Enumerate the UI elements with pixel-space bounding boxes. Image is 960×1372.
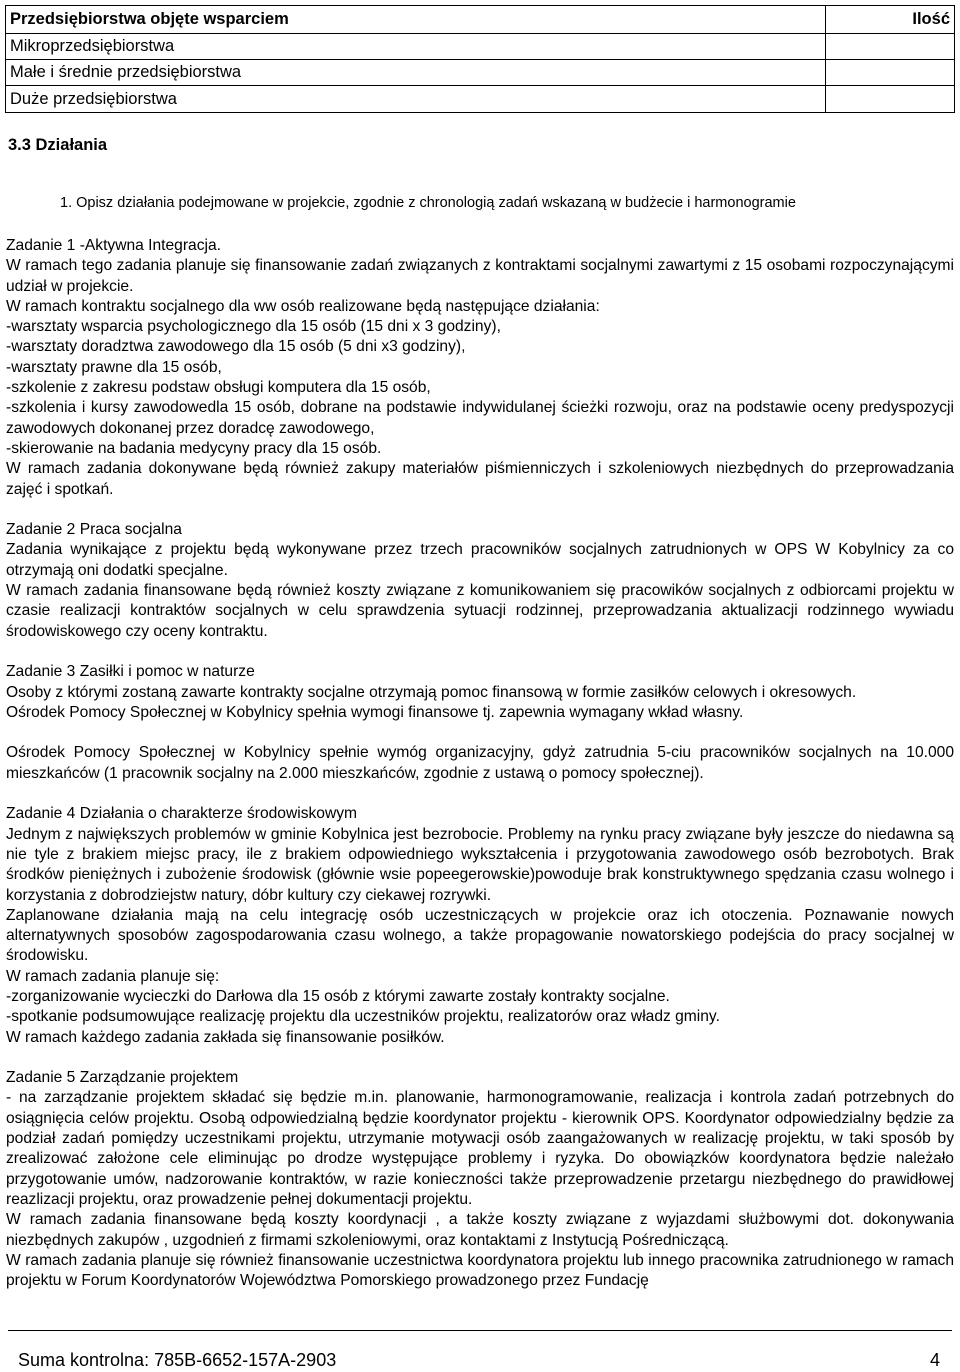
table-row <box>6 60 955 86</box>
paragraph: Zadanie 5 Zarządzanie projektem <box>6 1069 239 1087</box>
paragraph: -szkolenie z zakresu podstaw obsługi komputera dla 15 osób, <box>6 379 431 397</box>
page-footer <box>0 1330 960 1372</box>
paragraph: Ośrodek Pomocy Społecznej w Kobylnicy spełnia wymogi finansowe tj. zapewnia wymagany wkład własny. <box>6 703 744 721</box>
table-row-quantity <box>826 34 955 60</box>
paragraph: Zadanie 2 Praca socjalna <box>6 521 182 539</box>
paragraph-gap <box>6 723 954 743</box>
paragraph-gap <box>6 642 954 662</box>
paragraph: Jednym z największych problemów w gminie Kobylnica jest bezrobocie. Problemy na rynku pracy związane były jeszcze do niedawna są nie tyle z brakiem miejsc pracy, ile z brakiem odpowiedniego wykształcenia i przygotowania zawodowego osób bezrobotych. Brak środków pieniężnych i zubożenie środowisk (głównie wsie popeegerowskie)powoduje brak konstruktywnego spędzania czasu wolnego i korzystania z dobrodziejstw natury, dóbr kultury czy ciekawej rozrywki. <box>6 825 954 904</box>
paragraph: Osoby z którymi zostaną zawarte kontrakty socjalne otrzymają pomoc finansową w formie zasiłków celowych i okresowych. <box>6 683 857 701</box>
paragraph: -warsztaty doradztwa zawodowego dla 15 osób (5 dni x3 godziny), <box>6 338 466 356</box>
table-header-row <box>6 6 955 34</box>
paragraph-gap <box>6 784 954 804</box>
enterprise-support-table <box>5 5 955 113</box>
question-text: 1. Opisz działania podejmowane w projekcie, zgodnie z chronologią zadań wskazaną w budżecie i harmonogramie <box>60 195 796 211</box>
paragraph: W ramach kontraktu socjalnego dla ww osób realizowane będą następujące działania: <box>6 297 600 315</box>
paragraph: W ramach zadania planuje się: <box>6 967 220 985</box>
paragraph: W ramach każdego zadania zakłada się finansowanie posiłków. <box>6 1028 445 1046</box>
paragraph: W ramach zadania finansowane będą koszty koordynacji , a także koszty związane z wyjazdami służbowymi dot. dokonywania niezbędnych zakupów , uzgodnień z firmami szkoleniowymi, oraz kontaktami z Instytucją Pośredniczącą. <box>6 1211 954 1249</box>
table-header-quantity: Ilość <box>826 6 955 34</box>
table-row-quantity <box>826 60 955 86</box>
paragraph: -spotkanie podsumowujące realizację projektu dla uczestników projektu, realizatorów oraz władz gminy. <box>6 1008 720 1026</box>
paragraph: Zadanie 3 Zasiłki i pomoc w naturze <box>6 663 255 681</box>
table-row-quantity <box>826 86 955 113</box>
table-row <box>6 86 955 113</box>
table-row <box>6 34 955 60</box>
paragraph: W ramach zadania finansowane będą również koszty związane z komunikowaniem się pracowików socjalnych z odbiorcami projektu w czasie realizacji kontraktów socjalnych w celu sprawdzenia sytuacji rodzinnej, przeprowadzania aktualizacji rodzinnego wywiadu środowiskowego czy oceny kontraktu. <box>6 582 954 640</box>
paragraph: W ramach tego zadania planuje się finansowanie zadań związanych z kontraktami socjalnymi zawartymi z 15 osobami rozpoczynającymi udział w projekcie. <box>6 257 954 295</box>
body-text <box>6 236 954 1291</box>
paragraph-gap <box>6 500 954 520</box>
paragraph: - na zarządzanie projektem składać się będzie m.in. planowanie, harmonogramowanie, realizacja i kontrola zadań potrzebnych do osiągnięcia celów projektu. Osobą odpowiedzialną będzie koordynator projektu - kierownik OPS. Koordynator odpowiedzialny będzie za podział zadań pomiędzy uczestnikami projektu, utrzymanie motywacji osób zaangażowanych w realizację projektu, w taki sposób by zrealizować założone cele eliminując po drodze występujące problemy i ryzyka. Do obowiązków koordynatora będzie należało przygotowanie umów, nadzorowanie kontraktów, w razie konieczności także przeprowadzenie przetargu niezbędnego do prawidłowej reazlizacji projektu, oraz prowadzenie pełnej dokumentacji projektu. <box>6 1089 954 1208</box>
table-row-label: Mikroprzedsiębiorstwa <box>6 34 826 60</box>
paragraph: -szkolenia i kursy zawodowedla 15 osób, dobrane na podstawie indywidulanej ścieżki rozwoju, oraz na podstawie oceny predyspozycji zawodowych dokonanej przez doradcę zawodowego, <box>6 399 954 437</box>
paragraph: -warsztaty wsparcia psychologicznego dla 15 osób (15 dni x 3 godziny), <box>6 318 501 336</box>
checksum-text: Suma kontrolna: 785B-6652-157A-2903 <box>18 1350 337 1370</box>
paragraph: Zaplanowane działania mają na celu integrację osób uczestniczących w projekcie oraz ich otoczenia. Poznawanie nowych alternatywnych sposobów zagospodarowania czasu wolnego, a także propagowanie nowatorskiego podejścia do pracy socjalnej w środowisku. <box>6 906 954 965</box>
table-header-label: Przedsiębiorstwa objęte wsparciem <box>6 6 826 34</box>
paragraph: Zadanie 4 Działania o charakterze środowiskowym <box>6 805 358 823</box>
section-heading: 3.3 Działania <box>8 136 108 154</box>
paragraph: W ramach zadania planuje się również finansowanie uczestnictwa koordynatora projektu lub innego pracownika zatrudnionego w ramach projektu w Forum Koordynatorów Województwa Pomorskiego prowadzonego przez Fundację <box>6 1251 954 1290</box>
paragraph: -zorganizowanie wycieczki do Darłowa dla 15 osób z którymi zawarte zostały kontrakty socjalne. <box>6 987 670 1005</box>
paragraph: -skierowanie na badania medycyny pracy dla 15 osób. <box>6 439 382 457</box>
paragraph: Ośrodek Pomocy Społecznej w Kobylnicy spełnie wymóg organizacyjny, gdyż zatrudnia 5-ciu pracowników socjalnych na 10.000 mieszkańców (1 pracownik socjalny na 2.000 mieszkańców, zgodnie z ustawą o pomocy społecznej). <box>6 744 954 782</box>
paragraph-gap <box>6 1048 954 1068</box>
table-row-label: Duże przedsiębiorstwa <box>6 86 826 113</box>
paragraph: Zadanie 1 -Aktywna Integracja. <box>6 237 221 254</box>
paragraph: W ramach zadania dokonywane będą również zakupy materiałów piśmienniczych i szkoleniowych niezbędnych do przeprowadzania zajęć i spotkań. <box>6 460 954 498</box>
table-row-label: Małe i średnie przedsiębiorstwa <box>6 60 826 86</box>
page-number: 4 <box>929 1350 940 1370</box>
paragraph: -warsztaty prawne dla 15 osób, <box>6 358 222 376</box>
footer-divider <box>8 1330 952 1331</box>
paragraph: Zadania wynikające z projektu będą wykonywane przez trzech pracowników socjalnych zatrudnionych w OPS W Kobylnicy za co otrzymają oni dodatki specjalne. <box>6 541 954 579</box>
